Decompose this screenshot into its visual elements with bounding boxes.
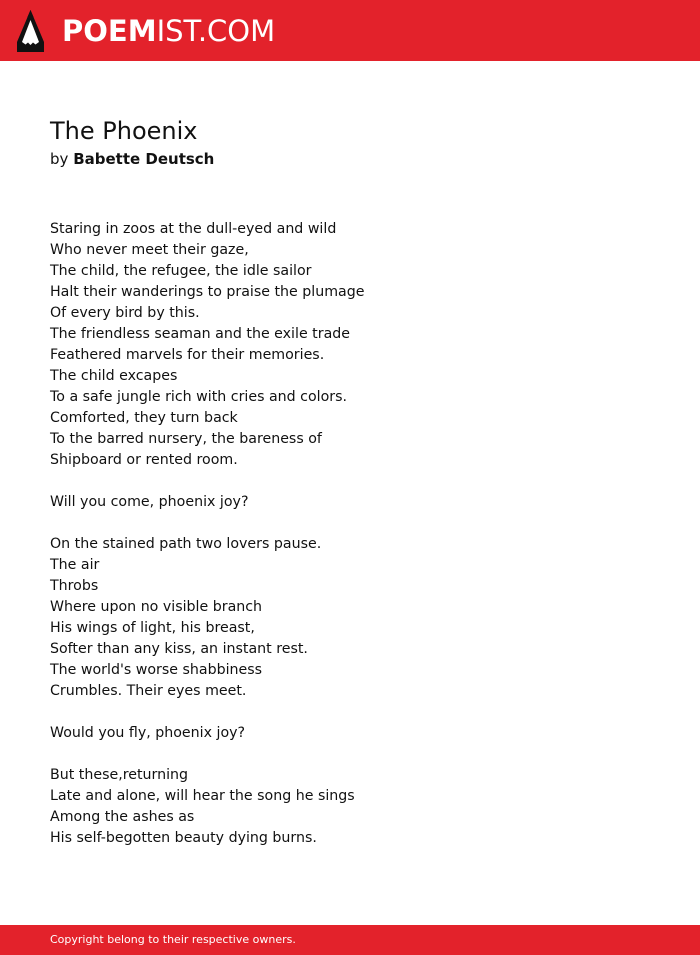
poem-line: Softer than any kiss, an instant rest. bbox=[50, 641, 308, 657]
poem-line: Staring in zoos at the dull-eyed and wild bbox=[50, 221, 337, 237]
poem-line: Comforted, they turn back bbox=[50, 410, 238, 426]
stanza-break bbox=[50, 471, 650, 492]
copyright-notice: Copyright belong to their respective owners. bbox=[50, 933, 296, 946]
poem-line: Among the ashes as bbox=[50, 809, 195, 825]
poem-line: To a safe jungle rich with cries and colors. bbox=[50, 389, 348, 405]
logo-text-light: IST.COM bbox=[156, 14, 276, 48]
poem-line: Where upon no visible branch bbox=[50, 599, 263, 615]
site-footer bbox=[0, 925, 700, 955]
pencil-logo-icon[interactable] bbox=[17, 10, 44, 52]
poem-line: But these,returning bbox=[50, 767, 189, 783]
poem-line: His wings of light, his breast, bbox=[50, 620, 255, 636]
stanza-break bbox=[50, 744, 650, 765]
poem-line: The air bbox=[50, 557, 100, 573]
poem-line: His self-begotten beauty dying burns. bbox=[50, 830, 317, 846]
poem-title: The Phoenix bbox=[50, 117, 198, 145]
poem-line: Of every bird by this. bbox=[50, 305, 200, 321]
poem-line: The friendless seaman and the exile trade bbox=[50, 326, 351, 342]
poem-line: The child, the refugee, the idle sailor bbox=[50, 263, 312, 279]
poem-line: Would you fly, phoenix joy? bbox=[50, 725, 246, 741]
poem-line: On the stained path two lovers pause. bbox=[50, 536, 322, 552]
poem-line: The child excapes bbox=[50, 368, 178, 384]
poem-line: Late and alone, will hear the song he sings bbox=[50, 788, 355, 804]
poem-line: The world's worse shabbiness bbox=[50, 662, 263, 678]
poem-line: Throbs bbox=[50, 578, 99, 594]
poem-line: Will you come, phoenix joy? bbox=[50, 494, 249, 510]
site-header bbox=[0, 0, 700, 61]
site-logo[interactable] bbox=[62, 12, 275, 50]
poem-line: Halt their wanderings to praise the plumage bbox=[50, 284, 365, 300]
poem-byline bbox=[50, 149, 214, 169]
poem-author: Babette Deutsch bbox=[73, 150, 215, 168]
logo-text-bold: POEM bbox=[62, 14, 157, 48]
stanza-break bbox=[50, 513, 650, 534]
poem-line: Who never meet their gaze, bbox=[50, 242, 249, 258]
poem-line: Feathered marvels for their memories. bbox=[50, 347, 325, 363]
poem-line: To the barred nursery, the bareness of bbox=[50, 431, 322, 447]
poem-line: Crumbles. Their eyes meet. bbox=[50, 683, 247, 699]
by-label: by bbox=[50, 150, 69, 168]
poem-line: Shipboard or rented room. bbox=[50, 452, 238, 468]
poem-body bbox=[50, 219, 650, 849]
stanza-break bbox=[50, 702, 650, 723]
